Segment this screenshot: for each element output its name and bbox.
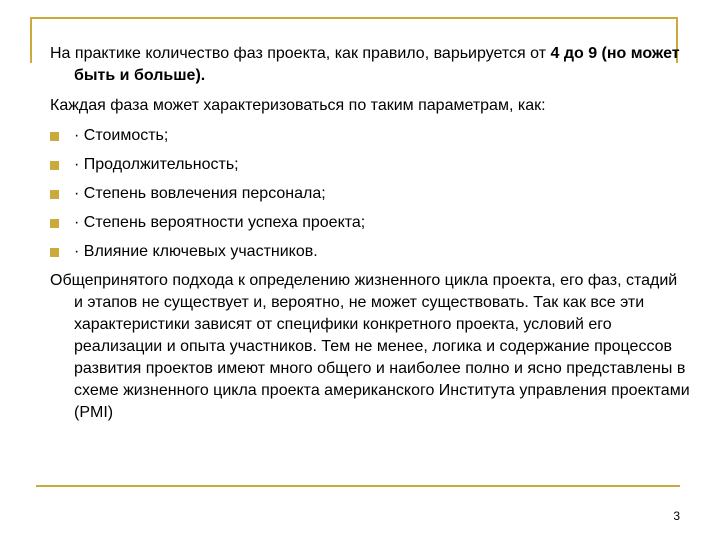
intro-text: На практике количество фаз проекта, как правило, варьируется от (50, 45, 551, 62)
list-item-text: · Продолжительность; (74, 156, 239, 173)
parameters-lead: Каждая фаза может характеризоваться по таким параметрам, как: (50, 97, 546, 114)
list-item-duration (50, 154, 690, 176)
list-item-text: · Степень вероятности успеха проекта; (74, 214, 366, 231)
list-item-cost (50, 125, 690, 147)
square-bullet-icon (50, 248, 59, 257)
square-bullet-icon (50, 219, 59, 228)
intro-paragraph (50, 43, 690, 87)
intro-bold-range: 4 до 9 (но может быть и больше). (74, 45, 680, 84)
bottom-divider (36, 485, 680, 487)
top-divider (30, 17, 678, 19)
slide-content (50, 43, 690, 424)
page-number: 3 (673, 509, 680, 523)
list-item-key-stakeholders (50, 241, 690, 263)
parameters-list (50, 125, 690, 263)
square-bullet-icon (50, 132, 59, 141)
list-item-text: · Степень вовлечения персонала; (74, 185, 326, 202)
summary-paragraph: Общепринятого подхода к определению жизненного цикла проекта, его фаз, стадий и этапов не существует и, вероятно, не может существовать. Так как все эти характеристики зависят от специфики конкретного проекта, условий его реализации и опыта участников. Тем не менее, логика и содержание процессов развития проектов имеют много общего и наиболее полно и ясно представлены в схеме жизненного цикла проекта американского Института управления проектами (PMI) (50, 272, 690, 421)
list-item-text: · Влияние ключевых участников. (74, 243, 318, 260)
top-left-divider-tick (30, 17, 32, 63)
square-bullet-icon (50, 161, 59, 170)
list-item-text: · Стоимость; (74, 127, 169, 144)
list-item-staff-involvement (50, 183, 690, 205)
list-item-success-probability (50, 212, 690, 234)
square-bullet-icon (50, 190, 59, 199)
